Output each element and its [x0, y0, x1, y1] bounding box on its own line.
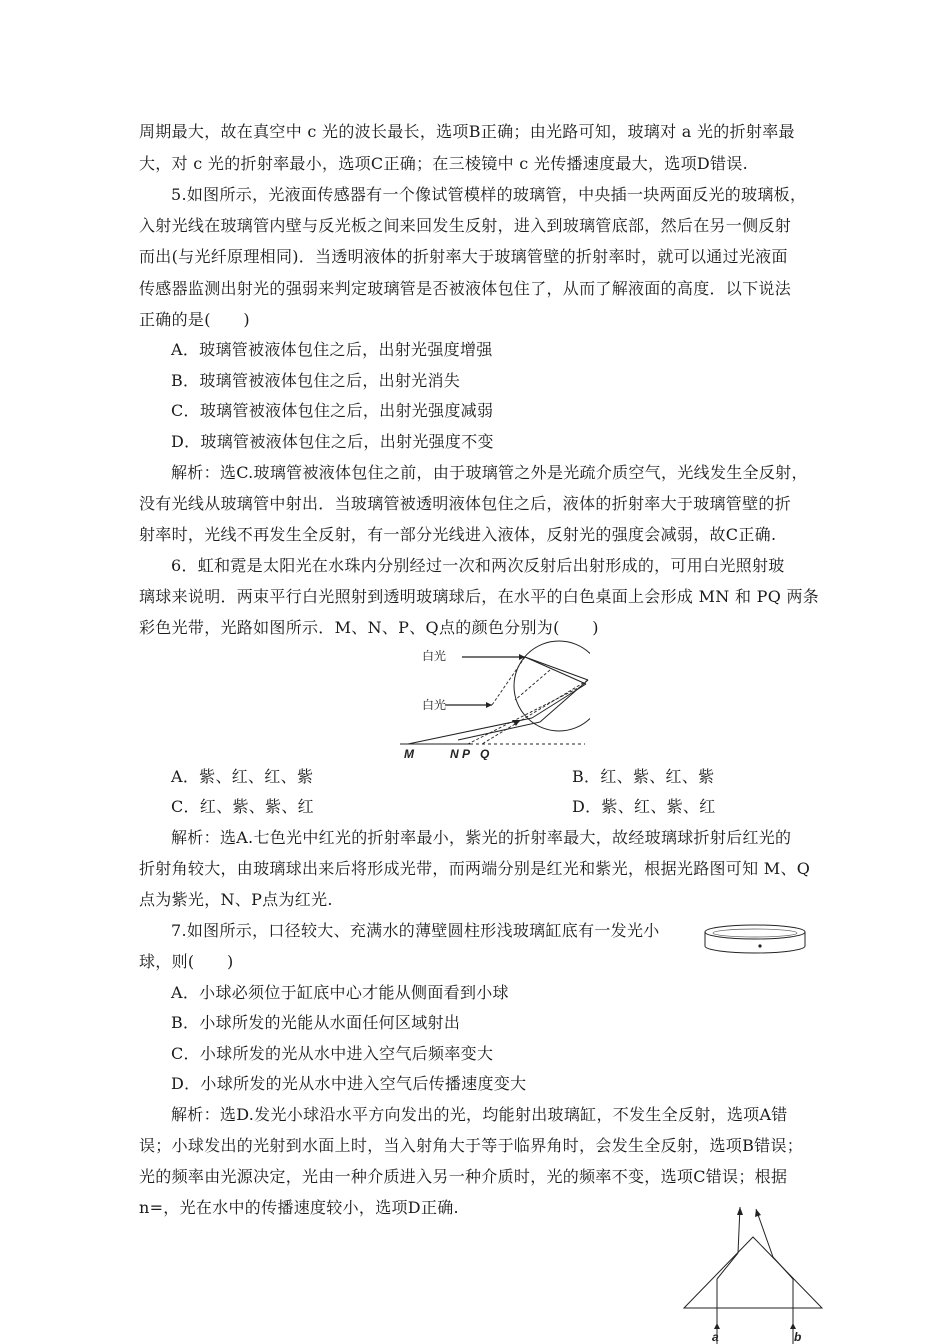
text-line: 没有光线从玻璃管中射出．当玻璃管被透明液体包住之后，液体的折射率大于玻璃管壁的折	[139, 494, 792, 513]
point-q: Q	[480, 747, 490, 760]
point-m: M	[404, 747, 414, 760]
option-d: D．紫、红、紫、红	[572, 797, 716, 816]
question-6-stem: 6．虹和霓是太阳光在水珠内分别经过一次和两次反射后出射形成的，可用白光照射玻	[171, 556, 785, 575]
text-line: 彩色光带，光路如图所示．M、N、P、Q点的颜色分别为( )	[139, 618, 599, 637]
label-a: a	[712, 1330, 719, 1344]
option-d: D．玻璃管被液体包住之后，出射光强度不变	[171, 432, 494, 451]
option-a: A．紫、红、红、紫	[171, 767, 314, 786]
label-white-light-top: 白光	[422, 649, 447, 663]
glass-tank-figure	[702, 922, 808, 958]
text-line: 入射光线在玻璃管内壁与反光板之间来回发生反射，进入到玻璃管底部，然后在另一侧反射	[139, 216, 792, 235]
text-line: 而出(与光纤原理相同)．当透明液体的折射率大于玻璃管壁的折射率时，就可以通过光液面	[139, 247, 788, 266]
point-p: P	[462, 747, 471, 760]
light-ball	[758, 944, 761, 947]
glass-ball-light-path-figure	[400, 640, 590, 760]
text-line: n=，光在水中的传播速度较小，选项D正确.	[139, 1198, 459, 1217]
prism-figure	[676, 1205, 830, 1344]
option-a: A．玻璃管被液体包住之后，出射光强度增强	[171, 340, 493, 359]
text-line: 球，则( )	[139, 952, 234, 971]
question-7-stem: 7.如图所示，口径较大、充满水的薄壁圆柱形浅玻璃缸底有一发光小	[171, 921, 660, 940]
text-line: 璃球来说明．两束平行白光照射到透明玻璃球后，在水平的白色桌面上会形成 MN 和 PQ 两条	[139, 587, 820, 606]
option-b: B．玻璃管被液体包住之后，出射光消失	[171, 371, 461, 390]
answer-analysis: 解析：选A.七色光中红光的折射率最小，紫光的折射率最大，故经玻璃球折射后红光的	[171, 828, 792, 847]
option-b: B．小球所发的光能从水面任何区域射出	[171, 1013, 461, 1032]
text-line: 点为紫光，N、P点为红光.	[139, 890, 333, 909]
text-line: 光的频率由光源决定，光由一种介质进入另一种介质时，光的频率不变，选项C错误；根据	[139, 1167, 788, 1186]
option-b: B．红、紫、红、紫	[572, 767, 715, 786]
answer-analysis: 解析：选D.发光小球沿水平方向发出的光，均能射出玻璃缸，不发生全反射，选项A错	[171, 1105, 788, 1124]
text-line: 传感器监测出射光的强弱来判定玻璃管是否被液体包住了，从而了解液面的高度．以下说法	[139, 279, 792, 298]
option-c: C．玻璃管被液体包住之后，出射光强度减弱	[171, 401, 494, 420]
text-line: 误；小球发出的光射到水面上时，当入射角大于等于临界角时，会发生全反射，选项B错误；	[139, 1136, 804, 1155]
option-d: D．小球所发的光从水中进入空气后传播速度变大	[171, 1074, 527, 1093]
answer-analysis: 解析：选C.玻璃管被液体包住之前，由于玻璃管之外是光疏介质空气，光线发生全反射，	[171, 463, 808, 482]
text-line: 大，对 c 光的折射率最小，选项C正确；在三棱镜中 c 光传播速度最大，选项D错误.	[139, 154, 749, 173]
question-5-stem: 5.如图所示，光液面传感器有一个像试管模样的玻璃管，中央插一块两面反光的玻璃板，	[171, 185, 807, 204]
text-line: 周期最大，故在真空中 c 光的波长最长，选项B正确；由光路可知，玻璃对 a 光的折射率最	[139, 122, 795, 141]
text-line: 正确的是( )	[139, 310, 250, 329]
option-a: A．小球必须位于缸底中心才能从侧面看到小球	[171, 983, 509, 1002]
text-line: 折射角较大，由玻璃球出来后将形成光带，而两端分别是红光和紫光，根据光路图可知 M、Q	[139, 859, 811, 878]
prism	[684, 1237, 822, 1308]
option-c: C．小球所发的光从水中进入空气后频率变大	[171, 1044, 494, 1063]
text-line: 射率时，光线不再发生全反射，有一部分光线进入液体，反射光的强度会减弱，故C正确.	[139, 525, 777, 544]
label-b: b	[794, 1330, 802, 1344]
option-c: C．红、紫、紫、红	[171, 797, 314, 816]
point-n: N	[450, 747, 459, 760]
label-white-light-mid: 白光	[422, 698, 447, 712]
